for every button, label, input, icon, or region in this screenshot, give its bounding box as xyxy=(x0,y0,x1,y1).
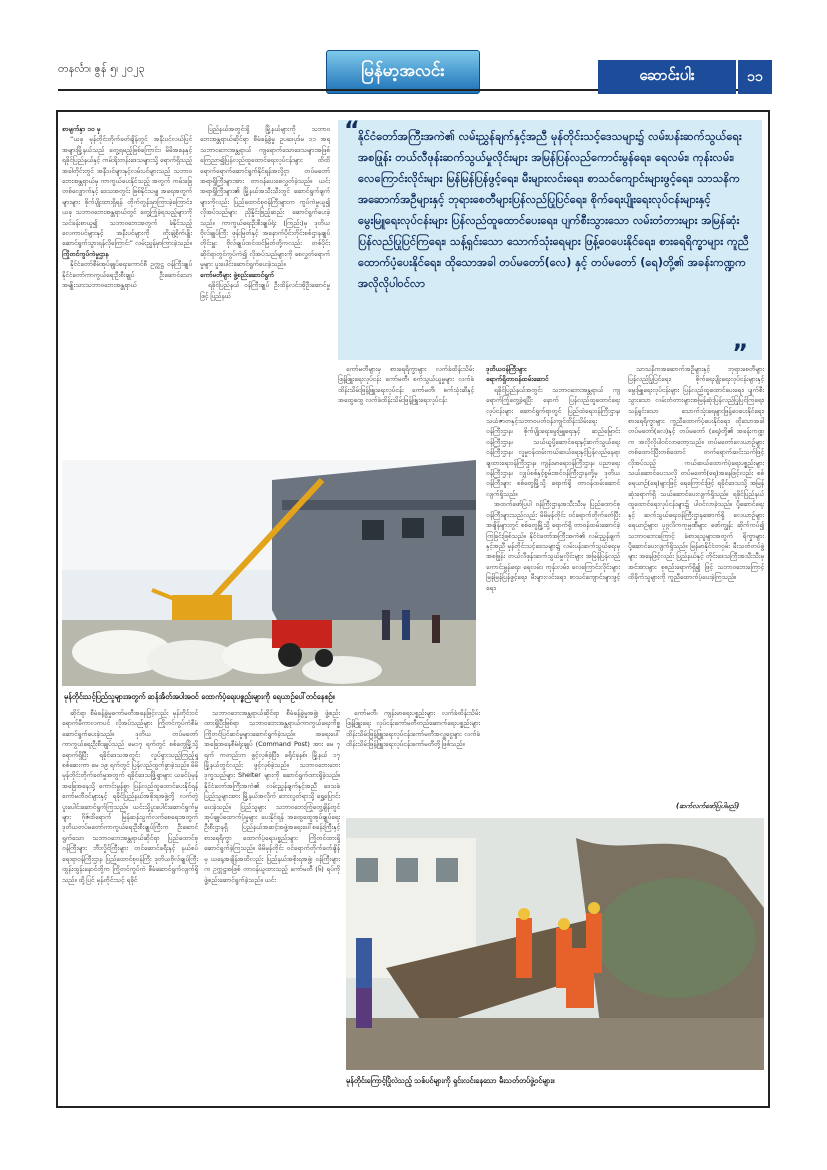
paragraph: ကော်မတီ၊ ကျန်းမာရေးပစ္စည်းများ လက်ခံထိန်းသိမ်း ဖြန့်ဖြူးရေး လုပ်ငန်းကော်မတီတည်ဆောက်ရေးပစ္စည်းများ ထိန်းသိမ်းဖြန့်ဖြူးရေးလုပ်ငန်းကော်မတီအလှူငွေများ လက်ခံထိန်းသိမ်းဖြန့်ဖြူးရေးလုပ်ငန်းကော်မတီတို့ဖြစ်သည်။ xyxy=(346,709,480,749)
column-1-top xyxy=(62,124,192,454)
column-2-top xyxy=(200,124,330,454)
paragraph: သာသနိကအဆောက်အဦများနှင့် ဘုရားစေတီများပြန်လည်ပြုပြင်ရေး၊ စိုက်ရေးပျိုးရေးလုပ်ငန်းများနှင့် မွေးမြူရေးလုပ်ငန်းများ ပြန်လည်ထူထောင်ပေးရေး၊ ပျက်စီးသွားသော လမ်းတံတားများအမြန်ဆုံးပြန်လည်ပြုပြင်ကြရေး၊ သန့်ရှင်းသော သောက်သုံးရေများဖြန့်ဝေပေးနိုင်ရေး၊ စားရေရိက္ခာများ ကူညီထောက်ပံ့ပေးနိုင်ရေး၊ ထိုသောအခါ တပ်မတော်(လေ)နှင့် တပ်မတော် (ရေ)တို့၏ အခန်းကဏ္ဍက အလိုလိုပါဝင်လာတော့သည်။ တပ်မတော်လေယာဉ်များ တစ်ထောင်ပြီးတစ်ထောင် တက်ရောက်ဆင်းသက်ဖြင့် လိုအပ်သည့် ကယ်ဆယ်ထောက်ပံ့ရေးပစ္စည်းများ သယ်ဆောင်ပေးသလို တပ်မတော်(ရေ)အနေဖြင့်လည်း စစ်ရေယာဉ်(ရေ)များဖြင့် ရေကြောင်းဖြင့် ရခိုင်ဒေသသို့ အမြန်ဆုံးရောက်ရှိ သယ်ဆောင်ပေးလျက်ရှိသည်။ ရခိုင်ပြည်နယ် ထူထောင်ရေးလုပ်ငန်းများ၌ ပါဝင်လာခဲ့သည်။ ပို့ဆောင်ရေးနှင့် ဆက်သွယ်ရေးဝန်ကြီးဌာနအောက်ရှိ လေယာဉ်များ ရေယာဉ်များ၊ ပုဂ္ဂလိက‌ကုမ္ပဏီများ ဖော်ကျွန်း ဆိုက်ကပ်၍ သဘာဝဘေးကြောင့် ခံစားရသူများအတွက် ရိက္ခာများ ပို့ဆောင်ပေးလျက်ရှိသည်။ မြန်မာနိုင်ငံတဝှမ်း မီးသတ်တပ်ဖွဲ့များ အနေဖြင့်လည်း ပြည်နယ်နှင့် တိုင်းဒေသကြီးအသီးသီးမှ အင်အားများ စုစည်းရောက်ရှိ၍ ဖြင့် သဘာဝဘေးကြောင့် ထိခိုက်သူများကို ကူညီထောက်ပံ့ပေးခဲ့ကြသည်။ xyxy=(628,365,764,582)
paragraph: အထက်ဖော်ပြပါ ဝန်ကြီးဌာနအသီးသီးမှ ပြည်ထောင်စုဝန်ကြီးများသည်လည်း မိမိမုန်တိုင်း ဝင်ရောက်တိုက်ခတ်ပြီးအချိန်များတွင် စစ်တွေမြို့သို့ ရောက်ရှိ တာဝန်ထမ်းဆောင်ခဲ့ကြခြင်းဖြစ်သည်။ နိုင်ငံတော်အကြီးအကဲ၏ လမ်းညွှန်ချက်နှင့်အညီ မုန်တိုင်းသင့်ဒေသများ၌ လမ်းပန်းဆက်သွယ်ရေးမှအစဖြုန်း တယ်လီဖုန်းဆက်သွယ်မှုလိုင်းများ အမြန်ပြန်လည်ကောင်းမွန်ရေး၊ ရေလမ်း၊ ကုန်းလမ်း၊ လေကြောင်းလိုင်းများ မြန်မြန်ပြန်ဖွင့်ရေး၊ မီးများလင်းရေး၊ စာသင်ကျောင်းများဖွင့်ရေး၊ xyxy=(486,500,620,592)
pull-quote-text: နိုင်ငံတော်အကြီးအကဲ၏ လမ်းညွှန်ချက်နှင့်အညီ မုန်တိုင်းသင့်ဒေသများ၌ လမ်းပန်းဆက်သွယ်ရေးအစဖြုန်း တယ်လီဖုန်းဆက်သွယ်မှုလိုင်းများ အမြန်ပြန်လည်ကောင်းမွန်ရေး၊ ရေလမ်း၊ ကုန်းလမ်း၊ လေကြောင်းလိုင်းများ မြန်မြန်ပြန်ဖွင့်ရေး၊ မီးများလင်းရေး၊ စာသင်ကျောင်းများဖွင့်ရေး၊ သာသနိကအဆောက်အဦများနှင့် ဘုရားစေတီများပြန်လည်ပြုပြင်ရေး၊ စိုက်ရေးပျိုးရေးလုပ်ငန်းများနှင့် မွေးမြူရေးလုပ်ငန်းများ ပြန်လည်ထူထောင်ပေးရေး၊ ပျက်စီးသွားသော လမ်းတံတားများ အမြန်ဆုံးပြန်လည်ပြုပြင်ကြရေး၊ သန့်ရှင်းသော သောက်သုံးရေများ ဖြန့်ဝေပေးနိုင်ရေး၊ စားရေရိက္ခာများ ကူညီထောက်ပံ့ပေးနိုင်ရေး၊ ထိုသောအခါ တပ်မတော်(လေ) နှင့် တပ်မတော် (ရေ)တို့၏ အခန်းကဏ္ဍက အလိုလိုပါဝင်လာ xyxy=(358,130,749,290)
paragraph: နိုင်ငံတော်စီမံအုပ်ချုပ်ရေးကောင်စီ ဥက္ကဋ္ဌ ဝန်ကြီးချုပ် နိုင်ငံတော်ကာကွယ်ရေးဦးစီးချုပ် ဦးဆောင်သော အမျိုးသားသဘာဝဘေးအန္တရာယ် xyxy=(62,260,192,290)
quote-open-mark: “ xyxy=(344,120,360,144)
column-3-bottom xyxy=(346,708,480,812)
subheading: စာမျက်နှာ ၁၀ မှ xyxy=(62,125,101,133)
paragraph: ပြည်နယ်အတွင်းရှိ မြို့နယ်များကို သဘာဝဘေးအန္တရာယ်ဆိုင်ရာ စီမံခန့်ခွဲမှု ဥပဒေပုဒ်မ ၁၁ အရ သဘာဝဘေးအန္တရာယ် ကျရောက်သောဒေသများအဖြစ်ကြေညာ၍ပြန်လည်ထူထောင်ရေးလုပ်ငန်းများ ထိထိရောက်ရောက်ဆောင်ရွက်နိုင်ရန်အလို့ငှာ တပ်မတော်အရာရှိကြီးများအား တာဝန်ပေးစေလွှတ်ခဲ့သည်။ ယင်းအရာရှိကြီးများ၏ မြို့နယ်အသီးသီးတွင် ဆောင်ရွက်ချက်များကိုလည်း ပြည်ထောင်စုဝန်ကြီးများက ကွပ်ကဲမှုယူ၍ လိုအပ်သည်များ ညှိနှိုင်းဖြည့်ဆည်း ဆောင်ရွက်ပေးခဲ့သည်။ ကာကွယ်ရေးဦးစီးချုပ်ရုံး (ကြည်း)မှ ဒုတိယဗိုလ်ချုပ်ကြီး ဖုန်းမြတ်နှင့် အနောက်ပိုင်းတိုင်းစစ်ဌာနချုပ် တိုင်းမှူး ဗိုလ်ချုပ်ထင်ထင်မြတ်တို့ကလည်း တစ်ပိုင်းဆိုင်ရာတွင်ကွပ်ကဲ၍ လိုအပ်သည်များကို စေလွှတ်ရောက်မှုများ ပူးပေါင်းဆောင်ရွက်ပေးခဲ့သည်။ xyxy=(200,125,330,269)
paragraph: ရခိုင်ပြည်နယ် ဝန်ကြီးချုပ် ဦးထိန်လင်းအိုဦးဆောင်မှုဖြင့် ပြည်နယ် xyxy=(200,281,330,300)
page-number: ၁၁ xyxy=(738,60,772,94)
subheading: ရောက်ရှိတာဝန်ထမ်းဆောင် xyxy=(486,375,549,384)
paragraph: သဘာဝဘေးအန္တရာယ်ဆိုင်ရာ စီမံခန့်ခွဲမှုအဖွဲ့၊ ဖွဲ့စည်းထားရှိပြီးဖြစ်ရာ သဘာဝဘေးအန္တရာယ်ကာကွယ်ရေးကိစ္စ ကြိုတင်ပြင်ဆင်မှုများဆောင်ရွက်ခဲ့သည်။ အရေးပေါ်အခြေအနေစီမံရုံးချုပ် (Command Post) အား မေ ၇ ရက် ကတည်းက ဖွင့်လှစ်ခဲ့ပြီး၊ ခရိုင်ခုနစ်၊ မြို့နယ် ၁၇ မြို့နယ်တွင်လည်း ဖွင့်လှစ်ခဲ့သည်။ သဘာဝဘေးဘေးဒုက္ခသည်များ Shelter များကို ဆောင်ရွက်ထားရှိခဲ့သည်။ နိုင်ငံတော်အကြီးအကဲ၏ လမ်းညွှန်ချက်နှင့်အညီ ဒေသခံပြည်သူများအား မြို့နယ်အလိုက် ဘေးလွတ်ရာသို့ ရွှေ့ပြောင်းပေးခဲ့သည်။ ပြည်သူများ သဘာဝဘေးကြုံတွေ့ချိန်တွင် အုပ်ချုပ်ထောက်ပံ့မှုများ ပေးနိုင်ရန် အထွေထွေအုပ်ချုပ်ရေးဦးစီးဌာနရှိ ပြည်နယ်အဆင့်အဖွဲ့အရေးပေါ်စခန်းကြီးနှင့် စားရေရိက္ခာ ထောက်ပံ့ရေးပစ္စည်းများ ကြိုတင်ထားရှိ ဆောင်ရွက်ခဲ့ကြသည်။ မိမိမုန်တိုင်း ဝင်ရောက်တိုက်ခတ်ချိန်မှ ယနေ့အချိန်အထိလည်း ပြည်နယ်အစိုးရအဖွဲ့၊ ဝန်ကြီးများက ဥက္ကဋ္ဌအဖြစ် တာဝန်ယူထားသည့် ကော်မတီ (၆) ရပ်ကို ဖွဲ့စည်းဆောင်ရွက်ခဲ့သည်။ ယင်း xyxy=(204,709,340,884)
column-1-bottom xyxy=(62,708,198,1100)
pull-quote xyxy=(338,120,762,360)
section-label: ဆောင်းပါး xyxy=(598,60,736,94)
paragraph: ဆိုင်ရာ စီမံခန့်ခွဲမှုကော်မတီအနေဖြင့်လည်း မုန်တိုင်းဝင်ရောက်မီကာလကပင် လိုအပ်သည်များ ကြိုတင်ကွပ်ကဲစီမံဆောင်ရွက်ပေးခဲ့သည်။ ဒုတိယ တပ်မတော်ကာကွယ်ရေးဦးစီးချုပ်သည် မေ၁၇ ရက်တွင် စစ်တွေမြို့သို့ ရောက်ရှိပြီး ရခိုင်ဒေသအတွင်း လှုပ်ရှားသည့်ကြည့်ရှုစစ်ဆေးကာ မေ ၁၉ ရက်တွင် ပြန်လည်ထွက်ခွာခဲ့သည်။ မိမိမုန်တိုင်းတိုက်ခတ်မှုအတွက် ရခိုင်ဒေသဖြို့ရွာများ ယခင်ပုံမှန်အခြေအနေသို့ ကောင်းမွန်စွာ ပြန်လည်ထူထောင်ပေးနိုင်ရန် ကော်မတီဝင်များနှင့် ရခိုင်ပြည်နယ်အစိုးရအဖွဲ့တို့ လက်တွဲ ပူးပေါင်းဆောင်ရွက်ကြသည်။ ယင်းသို့ပူးပေါင်းဆောင်ရွက်မှုများ ဂိုဇ်ထိရောက် မြန်ဆန်သွက်လက်စေရေးအတွက် ဒုတိယတပ်မတော်ကာကွယ်ရေးဦးစီးချုပ်ကြီးက ဦးဆောင်ရွက်သော သဘာဝဘေးအန္တရာယ်ဆိုင်ရာ ပြည်ထောင်စုဝန်ကြီးများ ဘီးလှိုင်ကြီးများ တင်ဆောင်ခရီးနှင့် နယ်စပ်ရေးရာဝန်ကြီးဌာန ပြည်ထောင်စုဝန်ကြီး ဒုတိယဗိုလ်ချုပ်ကြီး ထွန်းထွန်းနောင်တို့က ကြိုတင်ကွပ်ကဲ စီမံဆောင်ရွက်လျက်ရှိသည်။ ထို့ပြင် မုန်တိုင်းသင့် ရခိုင် xyxy=(62,709,198,884)
paragraph: ကော်မတီများမှ စားရေရိက္ခာများ လက်ခံထိန်းသိမ်း ဖြန့်ဖြူးရေးလုပ်ငန်း ကော်မတီ၊ စက်သွယ်ယူမှုများ လက်ခံထိန်းသိမ်းဖြန့်ဖြူးရေးလုပ်ငန်း ကော်မတီ၊ စက်သုံးဆီနှင့် အထွေထွေ လက်ခံထိန်းသိမ်းဖြန့်ဖြူးရေးလုပ်ငန်း xyxy=(338,365,474,405)
issue-date: တနင်္လာ၊ ဇွန် ၅၊ ၂၀၂၃ xyxy=(58,62,145,75)
paragraph: “ယခု မုန်တိုင်းတိုက်ခတ်ချိန်တွင် အနီးပင်လယ်ပြင်အများမြို့နယ်သည် တွေ့ရမည့်ဖြစ်ကြောင်း၊ မိမိအနေနှင့် ရခိုင်ပြည်နယ်နှင့် ကမ်းရိုးတန်းဒေသများသို့ ရောက်ရှိသည့်အခါတိုင်းတွင် အနီးပင်များနှင့်လမ်းပင်များသည် သဘာဝဘေးအန္တရာယ်မှ ကာကွယ်ပေးနိုင်သည့် အတွက် ကမ်းခြေတစ်လျှောက်နှင့် ဒေသအတွင်း ဖြစ်နိုင်သမျှ အရေအတွက်များများ စိုက်ပျိုးထားရှိရန် တိုက်တွန်းမှာကြားခဲ့ကြောင်း၊ ယခု သဘာဝဘေးအန္တရာယ်တွင် တွေ့ကြုံခဲ့ရသည့်များကို သင်ခန်းစာယူ၍ သဘာဝဘေးအတွက် ခံနိုင်သည့် လေကာပင်များနှင့် အနီးပင်များကို တိုးချဲ့စိုက်ပျိုးဆောင်ရွက်သွားရန်လိုကြောင်း” လမ်းညွှန်မှာကြားခဲ့သည်။ xyxy=(62,135,192,248)
newspaper-logo: မြန်မာ့အလင်း xyxy=(326,50,480,94)
subheading: ကြိုတင်ကွပ်ကဲမှုဌာန xyxy=(62,249,109,258)
subheading: ဒုတိယဝန်ကြီးများ xyxy=(486,365,527,373)
ship-loading-illustration xyxy=(62,460,476,686)
quote-close-mark: ” xyxy=(732,339,748,360)
column-4-middle xyxy=(628,364,764,812)
column-2-bottom xyxy=(204,708,340,1100)
photo2-caption: မုန်တိုင်းကြောင့်ပြိုလဲသည့် သစ်ပင်များကို ရှင်းလင်းနေသော မီးသတ်တပ်ဖွဲ့ဝင်များ။ xyxy=(346,1076,555,1085)
page-header xyxy=(0,0,827,108)
continued-note: (ဆက်လက်ဖော်ပြပါမည်) xyxy=(676,802,740,810)
photo-fire-brigade xyxy=(346,818,764,1070)
column-2-continued xyxy=(338,364,474,456)
fire-brigade-illustration xyxy=(346,818,764,1070)
subheading: ကော်မတီများ ဖွဲ့စည်းဆောင်ရွက် xyxy=(200,270,274,279)
paragraph: ရခိုင်ပြည်နယ်အတွင်း သဘာဝဘေးအန္တရာယ် ကျရောက်ကြုံတွေ့ခဲ့ရပြီး နောက် ပြန်လည်ထူထောင်ရေးလုပ်ငန်းများ ဆောင်ရွက်ရာတွင် ပြည်ထဲရေးဝန်ကြီးဌာန၊ သယံဇာတနှင့်သဘာဝပတ်ဝန်းကျင်ထိန်းသိမ်းရေးဝန်ကြီးဌာန၊ စိုက်ပျိုးရေးမွေးမြူရေးနှင့် ဆည်မြောင်းဝန်ကြီးဌာန၊ သယ်ယူပို့ဆောင်ရေးနှင့်ဆက်သွယ်ရေးဝန်ကြီးဌာန၊ လူမှုဝန်ထမ်းကယ်ဆယ်ရေးနှင့်ပြန်လည်နေရာချထားရေးဝန်ကြီးဌာန၊ ကျန်းမာရေးဝန်ကြီးဌာန၊ ပညာရေးဝန်ကြီးဌာန၊ လျှပ်စစ်နှင့်စွမ်းအင်ဝန်ကြီးဌာနတို့မှ ဒုတိယဝန်ကြီးများ စစ်တွေမြို့သို့ ရောက်ရှိ တာဝန်ထမ်းဆောင်လျက်ရှိသည်။ xyxy=(486,385,620,498)
photo-ship-loading xyxy=(62,460,476,686)
photo1-caption: မုန်တိုင်းသင့်ပြည်သူများအတွက် ဆန်အိတ်အပါအဝင် ထောက်ပံ့ရေးပစ္စည်းများကို ရေယာဉ်ပေါ်တင်နေစဉ်။ xyxy=(64,692,335,701)
column-3-middle xyxy=(486,364,620,812)
